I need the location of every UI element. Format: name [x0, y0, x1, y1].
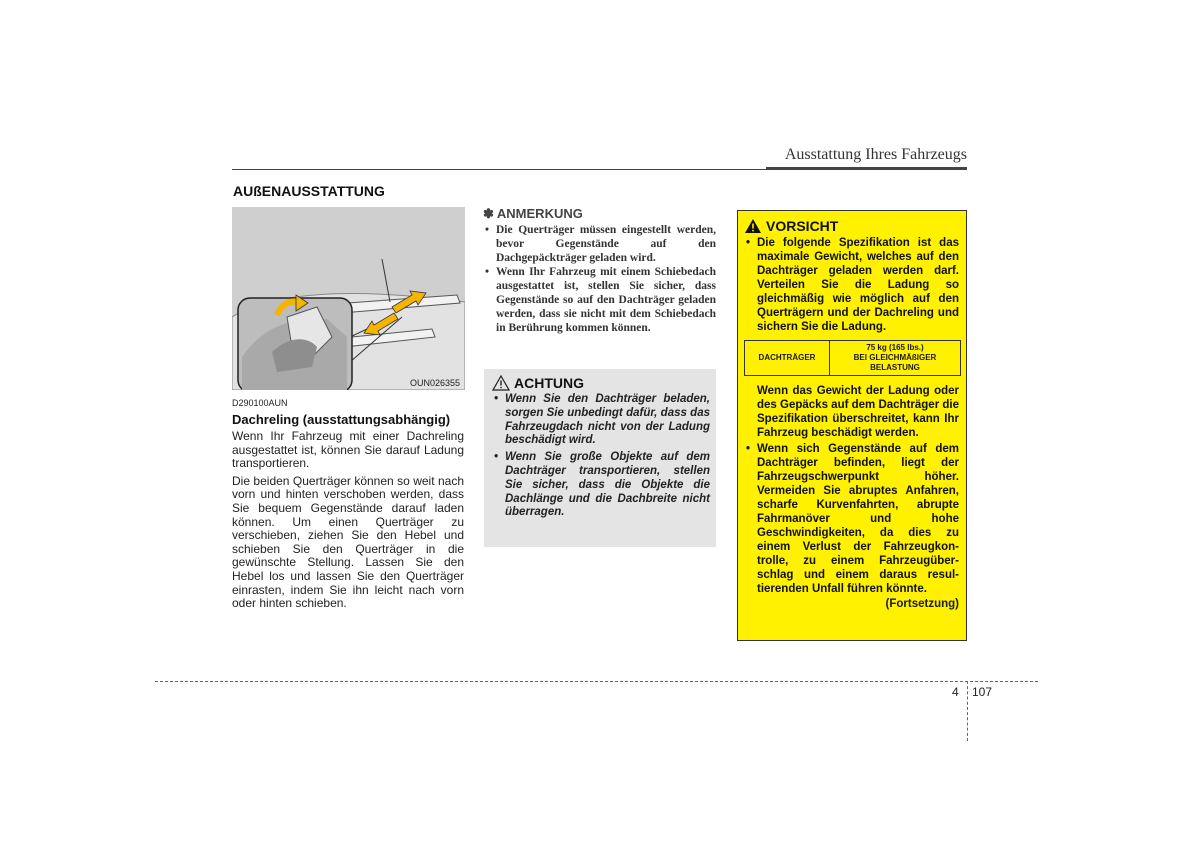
load-spec-table	[744, 340, 961, 376]
table-row	[745, 341, 961, 376]
page-number: 107	[972, 685, 993, 699]
page-header-title: Ausstattung Ihres Fahrzeugs	[784, 146, 967, 163]
roof-rack-drawing	[232, 207, 465, 390]
asterisk-icon: ✽	[483, 206, 494, 221]
achtung-list	[492, 393, 710, 520]
note-heading	[483, 206, 716, 222]
note-block	[483, 206, 716, 335]
vorsicht-title	[744, 218, 959, 234]
list-item: • Wenn Ihr Fahrzeug mit einem Schiebedach ausgestattet ist, stellen Sie sicher, dass Gegenstände so auf den Dachträger geladen werden, dass sie nicht mit dem Schiebedach in Berührung kommen können.	[483, 265, 716, 335]
table-value-line: BEI GLEICHMÄßIGER BELASTUNG	[853, 353, 937, 372]
vorsicht-list	[744, 442, 959, 596]
note-list	[483, 223, 716, 335]
vorsicht-box	[737, 210, 967, 641]
document-code: D290100AUN	[232, 398, 288, 408]
achtung-title-label: ACHTUNG	[514, 375, 584, 391]
roof-rack-illustration	[232, 207, 465, 390]
footer-vertical-divider	[967, 681, 968, 741]
list-item: • Wenn Sie große Objekte auf dem Dachträger transportieren, stellen Sie sicher, dass die Objekte die Dachlänge und die Dachbreite nicht überragen.	[492, 451, 710, 520]
left-column	[232, 398, 464, 615]
body-paragraph: Die beiden Querträger können so weit nach vorn und hinten verschoben werden, dass Sie bequem Gegenstände darauf laden können. Um einen Querträger zu verschieben, ziehen Sie den Hebel und schieben Sie den Querträger in die gewünschte Stellung. Lassen Sie den Hebel los und lassen Sie den Querträger einrasten, indem Sie ihn leicht nach vorn oder hinten schieben.	[232, 473, 464, 611]
section-title: AUßENAUSSTATTUNG	[233, 183, 385, 199]
vorsicht-title-label: VORSICHT	[766, 218, 839, 234]
continuation-label: (Fortsetzung)	[885, 598, 959, 610]
table-cell-label: DACHTRÄGER	[745, 341, 830, 376]
list-item: • Wenn sich Gegenstände auf dem Dachträger befinden, liegt der Fahrzeugschwerpunkt höher. Vermeiden Sie abruptes Anfahren, scharfe Kurvenfahrten, abrupte Fahrmanöver und hohe Geschwindigkeiten, da dies zu einem Verlust der Fahrzeugkon-trolle, zu einem Fahrzeugüber-schlag und einem daraus resul-tierenden Unfall führen könnte.	[744, 442, 959, 596]
achtung-box	[484, 369, 716, 547]
chapter-number: 4	[952, 685, 959, 699]
table-cell-value	[830, 341, 961, 376]
figure-code: OUN026355	[409, 378, 460, 388]
warning-triangle-icon	[744, 218, 762, 234]
subheading: Dachreling (ausstattungsabhängig)	[232, 412, 451, 427]
header-rule-accent	[766, 167, 967, 170]
body-paragraph: Wenn Ihr Fahrzeug mit einer Dachreling ausgestattet ist, können Sie darauf Ladung transportieren.	[232, 429, 464, 471]
note-heading-label: ANMERKUNG	[496, 206, 583, 221]
footer-divider	[155, 681, 1038, 682]
table-value-line: 75 kg (165 lbs.)	[866, 343, 924, 352]
caution-continuation-text: Wenn das Gewicht der Ladung oder des Gepäcks auf dem Dachträger die Spezifikation überschreitet, kann Ihr Fahrzeug beschädigt werden.	[757, 385, 959, 439]
vorsicht-list	[744, 236, 959, 334]
warning-triangle-icon	[492, 375, 510, 391]
list-item: • Die Querträger müssen eingestellt werden, bevor Gegenstände auf den Dachgepäckträger geladen wird.	[483, 223, 716, 265]
achtung-title	[492, 375, 710, 391]
list-item: • Die folgende Spezifikation ist das maximale Gewicht, welches auf den Dachträger geladen werden darf. Verteilen Sie die Ladung so gleichmäßig wie möglich auf den Querträgern und der Dachreling und sichern Sie die Ladung.	[744, 236, 959, 334]
list-item: • Wenn Sie den Dachträger beladen, sorgen Sie unbedingt dafür, dass das Fahrzeugdach nicht von der Ladung beschädigt wird.	[492, 393, 710, 448]
